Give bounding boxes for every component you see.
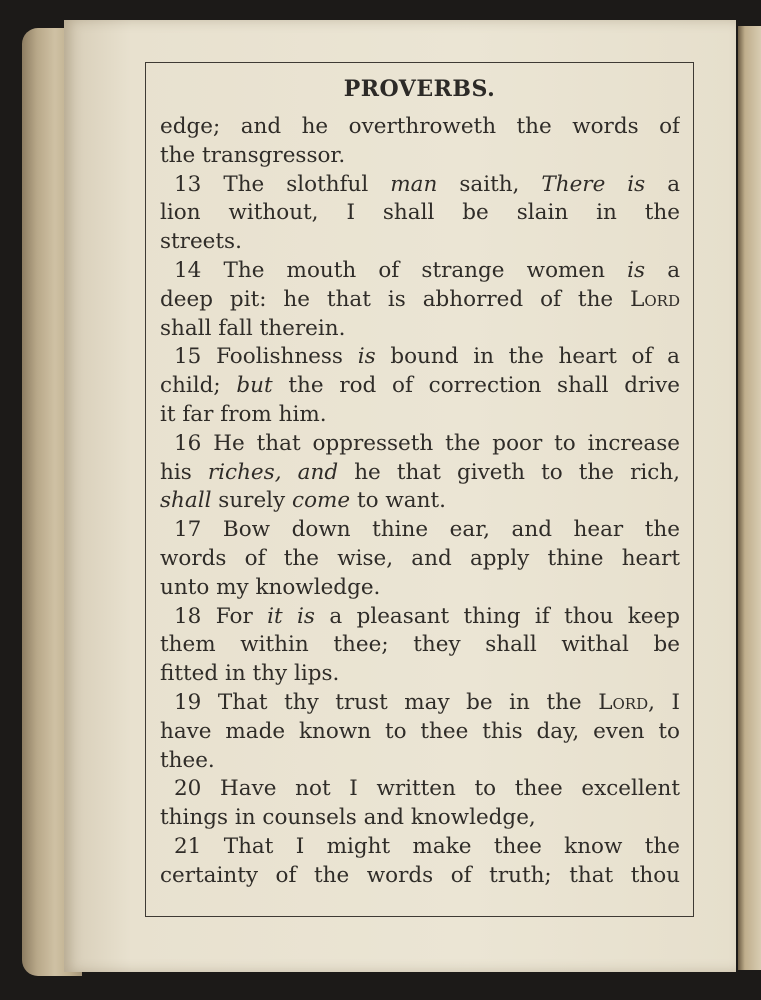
text-segment: 16 He that oppresseth the poor to increase	[174, 430, 680, 456]
verse-text-block	[160, 113, 680, 891]
italic-word: riches,	[207, 459, 282, 485]
italic-word: come	[292, 488, 351, 514]
text-line	[160, 257, 680, 286]
text-line	[160, 228, 680, 257]
text-line	[160, 718, 680, 747]
text-segment: certainty of the words of truth; that thou	[160, 862, 680, 888]
text-line	[160, 372, 680, 401]
text-line	[160, 833, 680, 862]
text-line	[160, 804, 680, 833]
text-segment: thee.	[160, 747, 215, 773]
text-segment: lion without, I shall be slain in the	[160, 200, 680, 226]
text-segment: unto my knowledge.	[160, 574, 381, 600]
text-segment: things in counsels and knowledge,	[160, 805, 536, 831]
italic-word: man	[390, 171, 438, 197]
text-segment: deep pit: he that is abhorred of the	[160, 286, 631, 312]
text-segment: shall fall therein.	[160, 315, 346, 341]
text-line	[160, 574, 680, 603]
text-segment: he that giveth to the rich,	[338, 459, 680, 485]
text-segment: 15 Foolishness	[174, 344, 358, 370]
text-line	[160, 315, 680, 344]
text-segment: saith,	[437, 171, 542, 197]
text-segment	[282, 460, 298, 485]
text-segment: 18 For	[174, 603, 268, 629]
text-line	[160, 775, 680, 804]
text-segment: fitted in thy lips.	[160, 661, 340, 687]
text-segment: child;	[160, 373, 237, 399]
text-line	[160, 660, 680, 689]
text-segment: bound in the heart of a	[375, 344, 680, 370]
text-line	[160, 401, 680, 430]
text-segment: to want.	[350, 488, 446, 514]
text-line	[160, 747, 680, 776]
text-segment: 17 Bow down thine ear, and hear the	[174, 517, 680, 543]
text-line	[160, 113, 680, 142]
text-segment: it far from him.	[160, 401, 327, 427]
text-line	[160, 343, 680, 372]
text-segment: the transgressor.	[160, 142, 346, 168]
italic-word: is	[627, 257, 646, 283]
text-segment: the rod of correction shall drive	[272, 373, 680, 399]
text-segment: a	[645, 257, 680, 283]
text-line	[160, 171, 680, 200]
text-segment: them within thee; they shall withal be	[160, 632, 680, 658]
text-segment: streets.	[160, 229, 242, 255]
text-line	[160, 286, 680, 315]
text-segment: a pleasant thing if thou keep	[314, 603, 680, 629]
italic-word: is	[357, 344, 376, 370]
text-segment: his	[160, 459, 208, 485]
text-segment: 13 The slothful	[174, 171, 391, 197]
italic-word: and	[297, 459, 339, 485]
text-line	[160, 142, 680, 171]
adjacent-page-edge	[738, 26, 761, 970]
text-segment: have made known to thee this day, even to	[160, 718, 680, 744]
text-line	[160, 545, 680, 574]
text-segment: surely	[211, 488, 293, 514]
text-line	[160, 631, 680, 660]
text-segment: words of the wise, and apply thine heart	[160, 545, 680, 571]
text-segment: 20 Have not I written to thee excellent	[174, 776, 680, 802]
text-segment: edge; and he overthroweth the words of	[160, 114, 680, 139]
text-segment: 14 The mouth of strange women	[174, 257, 628, 283]
text-segment: , I	[648, 689, 680, 715]
italic-word: shall	[160, 488, 212, 514]
italic-word: There is	[541, 171, 646, 197]
text-line	[160, 603, 680, 632]
text-segment: 21 That I might make thee know the	[174, 833, 680, 859]
text-line	[160, 199, 680, 228]
text-line	[160, 516, 680, 545]
text-line	[160, 862, 680, 891]
text-segment: 19 That thy trust may be in the	[174, 689, 599, 715]
text-segment: a	[645, 171, 680, 197]
text-line	[160, 430, 680, 459]
text-line	[160, 459, 680, 488]
italic-word: but	[236, 373, 273, 399]
small-caps-word: Lord	[630, 286, 680, 312]
small-caps-word: Lord	[598, 689, 649, 715]
running-header: PROVERBS.	[343, 76, 496, 102]
italic-word: it is	[267, 603, 315, 629]
text-line	[160, 689, 680, 718]
text-line	[160, 487, 680, 516]
